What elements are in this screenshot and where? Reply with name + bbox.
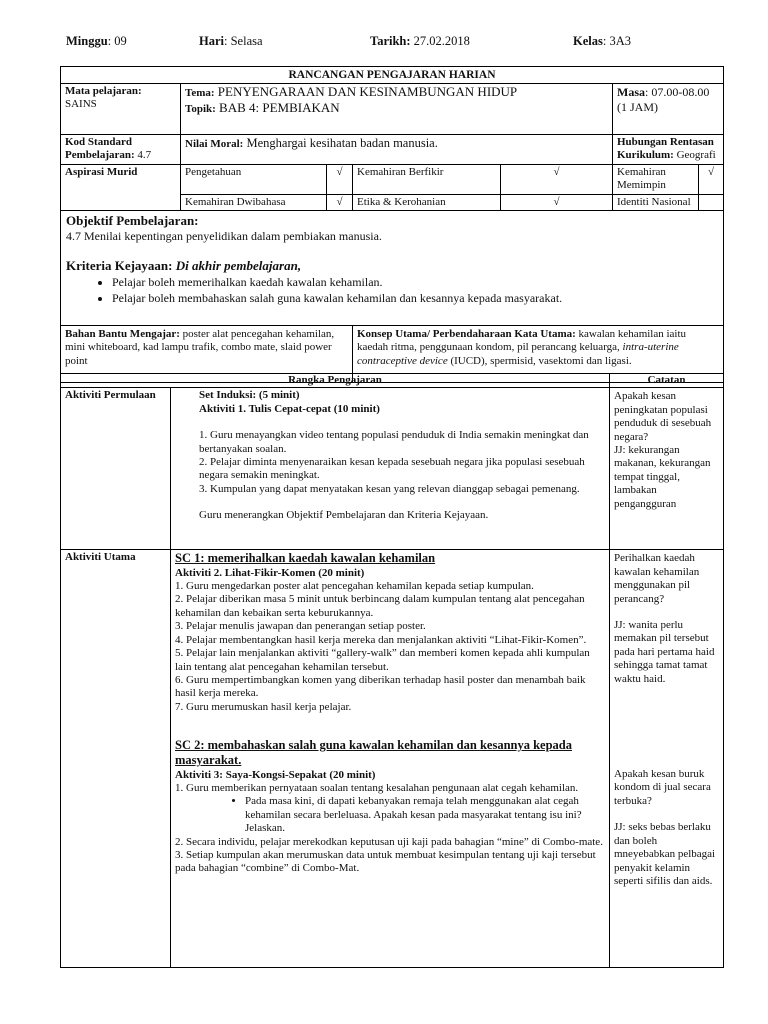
check-mark: [699, 194, 724, 210]
hubungan-label: Hubungan Rentasan Kurikulum:: [617, 136, 714, 162]
aspirasi-item: Identiti Nasional: [613, 194, 699, 210]
sc2-title: SC 2: membahaskan salah guna kawalan kehamilan dan kesannya kepada masyarakat.: [175, 738, 572, 768]
topik-value: BAB 4: PEMBIAKAN: [215, 99, 340, 115]
step-item: 3. Kumpulan yang dapat menyatakan kesan yang relevan dianggap sebagai pemenang.: [199, 482, 580, 495]
check-mark: √: [501, 164, 613, 194]
catatan-title: Catatan: [610, 374, 724, 388]
check-mark: √: [699, 164, 724, 194]
nilai-label: Nilai Moral:: [185, 138, 244, 151]
tarikh-value: 27.02.2018: [410, 34, 470, 48]
kelas-value: : 3A3: [602, 34, 631, 48]
masa-value: : 07.00-08.00 (1 JAM): [617, 85, 710, 114]
tema-label: Tema:: [185, 87, 215, 100]
step-item: 1. Guru mengedarkan poster alat pencegahan kehamilan kepada setiap kumpulan.: [175, 580, 534, 593]
note-question: Apakah kesan buruk kondom di jual secara terbuka?: [614, 768, 711, 807]
konsep-italic: intra-uterine contraceptive device: [357, 341, 679, 367]
aspirasi-item: Kemahiran Berfikir: [353, 164, 501, 194]
tarikh-field: [370, 34, 470, 49]
note-answer: JJ: seks bebas berlaku dan boleh mneyebabkan pelbagai penyakit kelamin seperti sifilis dan aids.: [614, 821, 716, 887]
tema-cell: [181, 84, 613, 135]
objektif-title: Objektif Pembelajaran:: [66, 213, 199, 229]
minggu-value: : 09: [107, 34, 127, 48]
mata-label: Mata pelajaran:: [65, 85, 142, 98]
nilai-value: Menghargai kesihatan badan manusia.: [243, 136, 438, 151]
hari-label: Hari: [199, 34, 224, 48]
set-induksi: Set Induksi: (5 minit): [199, 389, 300, 402]
objektif-section: [61, 211, 724, 326]
list-item: • Pelajar boleh membahaskan salah guna kawalan kehamilan dan kesannya kepada masyarakat.: [112, 291, 718, 307]
nilai-moral-cell: [181, 135, 613, 165]
kelas-label: Kelas: [573, 34, 603, 48]
konsep-text-end: (IUCD), spermisid, vasektomi dan ligasi.: [447, 354, 632, 367]
sc1-title: SC 1: memerihalkan kaedah kawalan kehamilan: [175, 551, 436, 566]
bahan-text: poster alat pencegahan kehamilan, mini whiteboard, kad lampu trafik, combo mate, slaid power point: [65, 328, 335, 367]
permulaan-content: [171, 388, 610, 550]
hubungan-cell: [613, 135, 724, 165]
aktiviti-3-title: Aktiviti 3: Saya-Kongsi-Sepakat (20 minit): [175, 768, 376, 781]
step-item: 2. Pelajar diminta menyenaraikan kesan kepada sesebuah negara jika populasi sesebuah negara semakin meningkat.: [199, 456, 585, 482]
konsep-text: kawalan kehamilan iaitu kaedah ritma, penggunaan kondom, pil perancang keluarga,: [357, 328, 687, 354]
utama-note: [610, 550, 724, 968]
rph-title: RANCANGAN PENGAJARAN HARIAN: [61, 67, 724, 84]
note-answer: JJ: wanita perlu memakan pil tersebut pada hari pertama haid sehingga tamat tamat waktu haid.: [614, 619, 715, 685]
note-question: Perihalkan kaedah kawalan kehamilan menggunakan pil perancang?: [614, 552, 700, 605]
aktiviti-2-title: Aktiviti 2. Lihat-Fikir-Komen (20 minit): [175, 566, 365, 579]
rangka-title: Rangka Pengajaran: [61, 374, 610, 388]
konsep-label: Konsep Utama/ Perbendaharaan Kata Utama:: [357, 328, 576, 341]
mata-value: SAINS: [65, 98, 97, 111]
step-item: 6. Guru mempertimbangkan komen yang diberikan terhadap hasil poster dan menambah baik hasil kerja mereka.: [175, 673, 586, 700]
step-item: 7. Guru merumuskan hasil kerja pelajar.: [175, 700, 352, 713]
rangka-table: [60, 373, 724, 968]
kod-label: Kod Standard Pembelajaran:: [65, 136, 135, 162]
permulaan-note: [610, 388, 724, 550]
rph-table: [60, 66, 724, 383]
objektif-text: 4.7 Menilai kepentingan penyelidikan dalam pembiakan manusia.: [66, 228, 382, 243]
step-item: 2. Pelajar diberikan masa 5 minit untuk berbincang dalam kumpulan tentang alat pencegahan kehamilan dan kebaikan serta keburukannya.: [175, 593, 585, 619]
step-item: 1. Guru memberikan pernyataan soalan tentang kesalahan pengunaan alat cegah kehamilan.: [175, 782, 579, 795]
masa-label: Masa: [617, 85, 645, 100]
aspirasi-item: Kemahiran Memimpin: [613, 164, 699, 194]
note-question: Apakah kesan peningkatan populasi penduduk di sesebuah negara?: [614, 390, 712, 443]
aspirasi-label: Aspirasi Murid: [61, 164, 181, 210]
kriteria-heading: [66, 258, 718, 274]
check-mark: √: [501, 194, 613, 210]
kriteria-italic: Di akhir pembelajaran,: [172, 257, 302, 273]
utama-content: [171, 550, 610, 968]
list-item: • Pelajar boleh memerihalkan kaedah kawalan kehamilan.: [112, 275, 718, 291]
aspirasi-item: Kemahiran Dwibahasa: [181, 194, 327, 210]
hari-field: [199, 34, 263, 49]
step-item: 4. Pelajar membentangkan hasil kerja mereka dan menjalankan aktiviti “Lihat-Fikir-Komen”.: [175, 633, 587, 646]
aspirasi-item: Pengetahuan: [181, 164, 327, 194]
hubungan-value: Geografi: [673, 149, 716, 162]
note-answer: JJ: kekurangan makanan, kekurangan tempat tinggal, lambakan pengangguran: [614, 444, 711, 510]
permulaan-label: Aktiviti Permulaan: [61, 388, 171, 550]
permulaan-close: Guru menerangkan Objektif Pembelajaran dan Kriteria Kejayaan.: [199, 509, 489, 522]
masa-cell: [613, 84, 724, 135]
step-item: 2. Secara individu, pelajar merekodkan keputusan uji kaji pada bahagian “mine” di Combo-mate.: [175, 835, 603, 848]
sc2-bullet-list: [175, 795, 605, 835]
minggu-field: [66, 34, 127, 49]
kriteria-label: Kriteria Kejayaan:: [66, 257, 173, 273]
step-item: 3. Pelajar menulis jawapan dan penerangan setiap poster.: [175, 620, 426, 633]
hari-value: : Selasa: [224, 34, 263, 48]
step-item: 3. Setiap kumpulan akan merumuskan data untuk membuat kesimpulan tentang uji kaji tersebut pada bahagian “combine” di Combo-Mat.: [175, 849, 596, 875]
step-item: 5. Pelajar lain menjalankan aktiviti “gallery-walk” dan memberi komen kepada ahli kumpulan lain tentang alat pencegahan kehamilan tersebut.: [175, 647, 590, 673]
list-item: • Pada masa kini, di dapati kebanyakan remaja telah menggunakan alat cegah kehamilan secara berleluasa. Apakah kesan pada masyarakat tentang isu ini? Jelaskan.: [245, 795, 605, 835]
tarikh-label: Tarikh:: [370, 34, 411, 48]
kod-standard-cell: [61, 135, 181, 165]
topik-label: Topik:: [185, 102, 216, 115]
aktiviti-1-title: Aktiviti 1. Tulis Cepat-cepat (10 minit): [199, 402, 380, 415]
kriteria-list: [66, 275, 718, 306]
kod-value: 4.7: [134, 149, 152, 162]
minggu-label: Minggu: [66, 34, 108, 48]
tema-value: PENYENGARAAN DAN KESINAMBUNGAN HIDUP: [214, 84, 518, 100]
kelas-field: [573, 34, 631, 49]
step-item: 1. Guru menayangkan video tentang populasi penduduk di India semakin meningkat dan bertanyakan soalan.: [199, 429, 589, 455]
check-mark: √: [327, 164, 353, 194]
mata-pelajaran-cell: [61, 84, 181, 135]
check-mark: √: [327, 194, 353, 210]
aspirasi-item: Etika & Kerohanian: [353, 194, 501, 210]
bahan-label: Bahan Bantu Mengajar:: [65, 328, 180, 341]
utama-label: Aktiviti Utama: [61, 550, 171, 968]
